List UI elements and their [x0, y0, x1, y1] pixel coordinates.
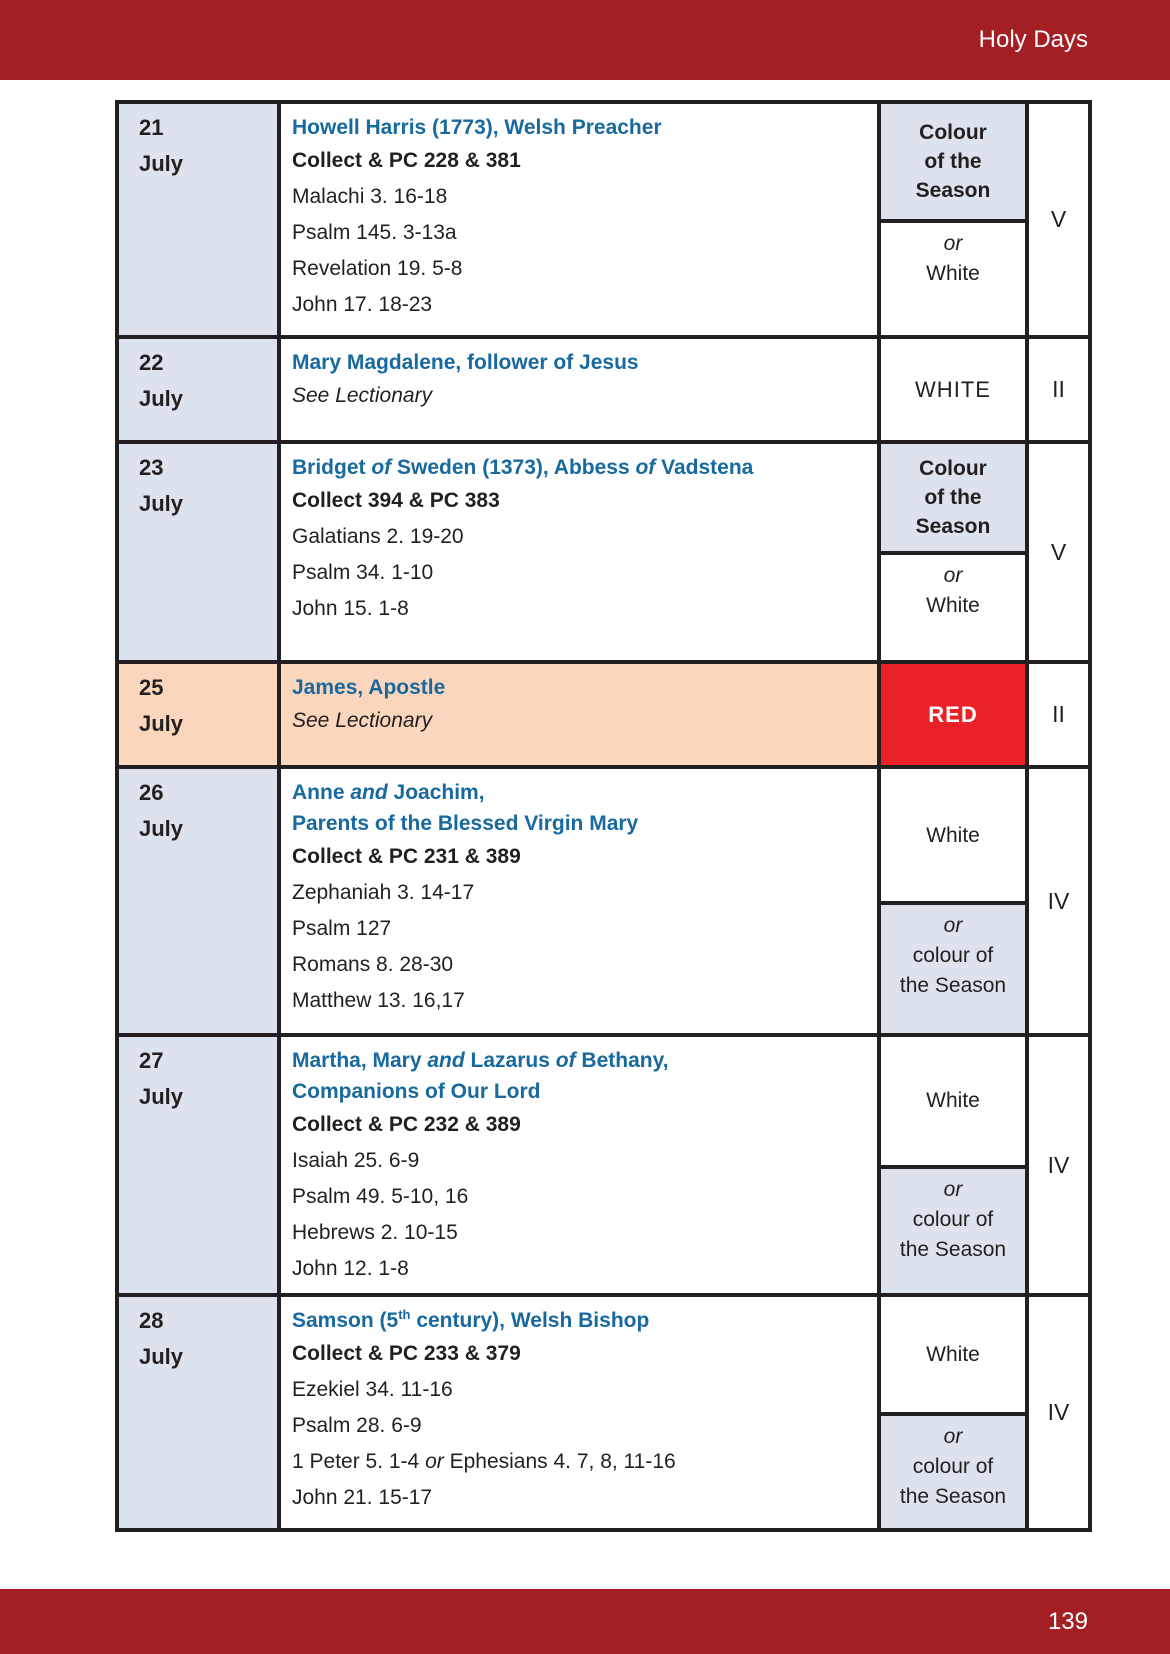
text-segment: th: [398, 1307, 411, 1322]
colour-text: WHITE: [915, 376, 991, 402]
reading-line: [292, 1372, 863, 1408]
reading-line: [292, 1251, 863, 1287]
text-segment: Collect 394 & PC 383: [292, 489, 500, 512]
text-segment: Sweden (1373), Abbess: [391, 456, 636, 479]
date-day: 22: [139, 350, 164, 375]
colour-text: RED: [928, 701, 978, 727]
reading-line: [292, 179, 863, 215]
collect-line: [292, 1336, 863, 1372]
reading-line: [292, 1408, 863, 1444]
colour-bottom-line: colour of: [912, 1207, 994, 1231]
text-segment: Isaiah 25. 6-9: [292, 1149, 420, 1172]
text-segment: Lazarus: [464, 1049, 556, 1072]
colour-top-cell: [881, 1037, 1025, 1169]
text-segment: Hebrews 2. 10-15: [292, 1221, 458, 1244]
class-cell: [1025, 1037, 1088, 1293]
date-cell: [119, 1037, 277, 1293]
colour-or-label: or: [943, 1424, 963, 1448]
colour-cell: [877, 339, 1025, 440]
colour-bottom-cell: [881, 1169, 1025, 1293]
colour-bottom-line: the Season: [899, 1484, 1007, 1508]
date-cell: [119, 104, 277, 335]
title-line: [292, 112, 863, 143]
text-segment: Zephaniah 3. 14-17: [292, 881, 475, 904]
text-segment: Psalm 49. 5-10, 16: [292, 1185, 469, 1208]
class-label: V: [1050, 206, 1067, 232]
table-row: [119, 335, 1088, 440]
text-segment: Companions of Our Lord: [292, 1080, 541, 1103]
text-segment: Galatians 2. 19-20: [292, 525, 464, 548]
reading-line: [292, 703, 863, 739]
class-cell: [1025, 104, 1088, 335]
colour-top-line: White: [926, 823, 980, 847]
date-month: July: [139, 1344, 184, 1369]
text-segment: Psalm 34. 1-10: [292, 561, 434, 584]
colour-bottom-line: White: [926, 594, 980, 618]
reading-line: [292, 911, 863, 947]
text-segment: Joachim,: [387, 781, 485, 804]
text-segment: Malachi 3. 16-18: [292, 185, 448, 208]
text-segment: Samson (5: [292, 1309, 399, 1332]
class-label: II: [1052, 376, 1065, 402]
text-segment: Vadstena: [655, 456, 754, 479]
description-cell: [277, 769, 877, 1033]
footer-bar: [0, 1589, 1170, 1654]
description-cell: [277, 444, 877, 660]
text-segment: Anne: [292, 781, 351, 804]
date-cell: [119, 769, 277, 1033]
reading-line: [292, 1480, 863, 1516]
colour-top-line: White: [926, 1089, 980, 1113]
title-line: [292, 1045, 863, 1076]
class-label: IV: [1047, 887, 1070, 914]
title-line: [292, 672, 863, 703]
class-cell: [1025, 664, 1088, 765]
reading-line: [292, 378, 863, 414]
text-segment: Howell Harris (1773), Welsh Preacher: [292, 116, 662, 139]
title-line: [292, 1305, 863, 1336]
title-line: [292, 452, 863, 483]
text-segment: Matthew 13. 16,17: [292, 989, 465, 1012]
colour-top-cell: [881, 1297, 1025, 1416]
table-row: [119, 104, 1088, 335]
class-label: IV: [1047, 1151, 1070, 1178]
collect-line: [292, 483, 863, 519]
table-row: [119, 1293, 1088, 1528]
colour-cell: [877, 104, 1025, 335]
colour-top-line: Season: [915, 515, 991, 539]
text-segment: and: [350, 781, 388, 804]
reading-line: [292, 251, 863, 287]
date-month: July: [139, 1084, 184, 1109]
reading-line: [292, 287, 863, 323]
description-cell: [277, 664, 877, 765]
text-segment: of: [371, 456, 392, 479]
date-day: 26: [139, 780, 164, 805]
date-month: July: [139, 816, 184, 841]
text-segment: Collect & PC 228 & 381: [292, 149, 521, 172]
text-segment: Collect & PC 231 & 389: [292, 845, 521, 868]
page-header-title: Holy Days: [978, 26, 1088, 53]
text-segment: Martha, Mary: [292, 1049, 428, 1072]
colour-top-line: Colour: [919, 457, 987, 481]
colour-or-label: or: [943, 564, 963, 588]
date-cell: [119, 339, 277, 440]
text-segment: John 12. 1-8: [292, 1257, 409, 1280]
colour-bottom-line: White: [926, 261, 980, 285]
class-label: IV: [1047, 1399, 1070, 1425]
text-segment: of: [635, 456, 656, 479]
colour-top-cell: [881, 444, 1025, 555]
text-segment: John 15. 1-8: [292, 597, 409, 620]
text-segment: Revelation 19. 5-8: [292, 257, 463, 280]
text-segment: John 17. 18-23: [292, 293, 433, 316]
title-line: [292, 347, 863, 378]
collect-line: [292, 1107, 863, 1143]
colour-top-line: White: [926, 1342, 980, 1366]
class-label: II: [1052, 701, 1065, 727]
date-month: July: [139, 386, 184, 411]
text-segment: John 21. 15-17: [292, 1486, 433, 1509]
class-cell: [1025, 339, 1088, 440]
colour-or-label: or: [943, 231, 963, 255]
text-segment: Parents of the Blessed Virgin Mary: [292, 812, 639, 835]
colour-or-label: or: [943, 914, 963, 938]
colour-label: [881, 664, 1025, 765]
text-segment: See Lectionary: [292, 709, 433, 732]
colour-top-line: of the: [924, 149, 982, 173]
date-day: 28: [139, 1308, 164, 1333]
date-day: 27: [139, 1048, 164, 1073]
date-month: July: [139, 491, 184, 516]
date-day: 21: [139, 115, 164, 140]
text-segment: James, Apostle: [292, 676, 446, 699]
description-cell: [277, 104, 877, 335]
description-cell: [277, 339, 877, 440]
colour-top-line: of the: [924, 486, 982, 510]
text-segment: 1 Peter 5. 1-4: [292, 1450, 426, 1473]
colour-bottom-line: the Season: [899, 974, 1007, 998]
title-line: [292, 808, 863, 839]
reading-line: [292, 947, 863, 983]
table-row: [119, 1033, 1088, 1293]
text-segment: Psalm 145. 3-13a: [292, 221, 457, 244]
holy-days-table: [115, 100, 1092, 1532]
text-segment: Romans 8. 28-30: [292, 953, 454, 976]
colour-bottom-cell: [881, 223, 1025, 335]
title-line: [292, 777, 863, 808]
class-cell: [1025, 1297, 1088, 1528]
reading-line: [292, 1444, 863, 1480]
reading-line: [292, 215, 863, 251]
colour-bottom-cell: [881, 905, 1025, 1033]
colour-top-cell: [881, 104, 1025, 223]
date-month: July: [139, 151, 184, 176]
header-bar: [0, 0, 1170, 80]
text-segment: Ezekiel 34. 11-16: [292, 1378, 453, 1401]
colour-cell: [877, 444, 1025, 660]
date-cell: [119, 1297, 277, 1528]
colour-bottom-line: colour of: [912, 1454, 994, 1478]
colour-label: [881, 339, 1025, 440]
reading-line: [292, 875, 863, 911]
date-day: 23: [139, 455, 164, 480]
colour-cell: [877, 1297, 1025, 1528]
text-segment: Collect & PC 232 & 389: [292, 1113, 521, 1136]
reading-line: [292, 555, 863, 591]
text-segment: Bridget: [292, 456, 372, 479]
text-segment: Mary Magdalene, follower of Jesus: [292, 351, 639, 374]
colour-cell: [877, 664, 1025, 765]
text-segment: Bethany,: [575, 1049, 669, 1072]
date-cell: [119, 444, 277, 660]
page-number: 139: [1047, 1607, 1088, 1635]
class-cell: [1025, 444, 1088, 660]
title-line: [292, 1076, 863, 1107]
text-segment: and: [427, 1049, 465, 1072]
description-cell: [277, 1297, 877, 1528]
colour-top-line: Colour: [919, 120, 987, 144]
class-label: V: [1050, 538, 1067, 565]
reading-line: [292, 1215, 863, 1251]
reading-line: [292, 1143, 863, 1179]
text-segment: Ephesians 4. 7, 8, 11-16: [443, 1450, 676, 1473]
colour-cell: [877, 769, 1025, 1033]
date-cell: [119, 664, 277, 765]
colour-top-line: Season: [915, 178, 991, 202]
table-row: [119, 440, 1088, 660]
reading-line: [292, 591, 863, 627]
collect-line: [292, 143, 863, 179]
colour-bottom-cell: [881, 1416, 1025, 1528]
date-day: 25: [139, 675, 164, 700]
date-month: July: [139, 711, 184, 736]
colour-bottom-line: colour of: [912, 944, 994, 968]
text-segment: Psalm 28. 6-9: [292, 1414, 422, 1437]
class-cell: [1025, 769, 1088, 1033]
collect-line: [292, 839, 863, 875]
text-segment: See Lectionary: [292, 384, 433, 407]
text-segment: century), Welsh Bishop: [410, 1309, 650, 1332]
table-row: [119, 765, 1088, 1033]
colour-bottom-cell: [881, 555, 1025, 660]
text-segment: Collect & PC 233 & 379: [292, 1342, 521, 1365]
reading-line: [292, 1179, 863, 1215]
text-segment: of: [555, 1049, 576, 1072]
reading-line: [292, 983, 863, 1019]
page-content: [0, 80, 1170, 1589]
colour-top-cell: [881, 769, 1025, 905]
description-cell: [277, 1037, 877, 1293]
colour-cell: [877, 1037, 1025, 1293]
colour-bottom-line: the Season: [899, 1237, 1007, 1261]
colour-or-label: or: [943, 1177, 963, 1201]
table-row: [119, 660, 1088, 765]
reading-line: [292, 519, 863, 555]
text-segment: Psalm 127: [292, 917, 392, 940]
text-segment: or: [425, 1450, 444, 1473]
